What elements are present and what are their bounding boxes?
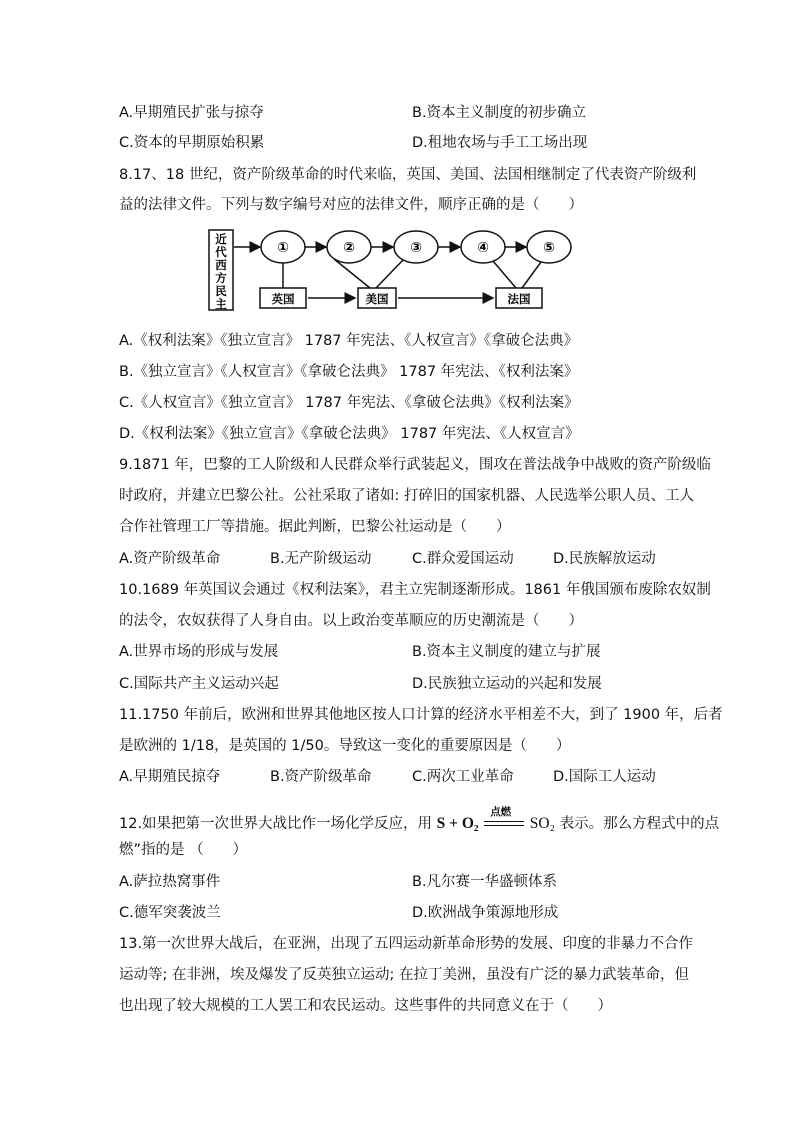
q12-option-a: A.萨拉热窝事件 — [119, 874, 221, 890]
q9-stem-line3: 合作社管理工厂等措施。据此判断，巴黎公社运动是（ ） — [119, 519, 511, 535]
node-4-label: ④ — [477, 240, 489, 256]
side-label-char-2: 代 — [215, 245, 227, 259]
q7-option-b: B.资本主义制度的初步确立 — [412, 105, 587, 121]
q13-stem-line2: 运动等; 在非洲，埃及爆发了反英独立运动; 在拉丁美洲，虽没有广泛的暴力武装革命，但 — [119, 967, 689, 983]
q10-option-c: C.国际共产主义运动兴起 — [119, 676, 279, 692]
side-label-char-4: 方 — [215, 271, 227, 285]
q12-stem-line2: 燃”指的是 （ ） — [119, 842, 248, 858]
q8-stem-line2: 益的法律文件。下列与数字编号对应的法律文件，顺序正确的是（ ） — [119, 197, 583, 213]
q11-option-c: C.两次工业革命 — [412, 769, 514, 785]
q13-stem-line1: 13.第一次世界大战后，在亚洲，出现了五四运动新革命形势的发展、印度的非暴力不合作 — [119, 936, 694, 952]
q10-option-d: D.民族独立运动的兴起和发展 — [412, 676, 602, 692]
q7-option-a: A.早期殖民扩张与掠夺 — [119, 105, 264, 121]
q9-stem-line2: 时政府，并建立巴黎公社。公社采取了诸如: 打碎旧的国家机器、人民选举公职人员、工人 — [119, 488, 694, 504]
q10-stem-line2: 的法令，农奴获得了人身自由。以上政治变革顺应的历史潮流是（ ） — [119, 613, 583, 629]
q10-option-b: B.资本主义制度的建立与扩展 — [412, 644, 601, 660]
q9-stem-line1: 9.1871 年，巴黎的工人阶级和人民群众举行武装起义，围攻在普法战争中战败的资产阶级临 — [119, 457, 711, 473]
q8-option-a: A.《权利法案》《独立宣言》 1787 年宪法、《人权宣言》《拿破仑法典》 — [119, 333, 579, 349]
q12-stem-line1 — [119, 806, 720, 834]
q11-option-d: D.国际工人运动 — [553, 769, 656, 785]
equation-condition: 点燃 — [490, 806, 512, 818]
q8-option-c: C.《人权宣言》《独立宣言》 1787 年宪法、《拿破仑法典》《权利法案》 — [119, 395, 579, 411]
q12-option-d: D.欧洲战争策源地形成 — [412, 905, 559, 921]
combustion-equation — [436, 806, 556, 834]
q9-option-c: C.群众爱国运动 — [412, 551, 514, 567]
q12-option-b: B.凡尔赛一华盛顿体系 — [412, 874, 558, 890]
q12-stem-prefix: 12.如果把第一次世界大战比作一场化学反应，用 — [119, 816, 433, 832]
side-label-char-1: 近 — [215, 232, 227, 246]
side-label-char-6: 主 — [215, 297, 227, 311]
democracy-flow-diagram — [208, 228, 588, 312]
q7-option-c: C.资本的早期原始积累 — [119, 135, 265, 151]
q11-option-b: B.资产阶级革命 — [270, 769, 372, 785]
side-label-char-5: 民 — [215, 284, 227, 298]
country-us-label: 美国 — [365, 292, 389, 306]
node-2-label: ② — [343, 240, 355, 256]
q11-option-a: A.早期殖民掠夺 — [119, 769, 221, 785]
q11-stem-line2: 是欧洲的 1/18，是英国的 1/50。导致这一变化的重要原因是（ ） — [119, 738, 571, 754]
q12-option-c: C.德军突袭波兰 — [119, 905, 221, 921]
q8-diagram — [208, 228, 588, 312]
q8-stem-line1: 8.17、18 世纪，资产阶级革命的时代来临，英国、美国、法国相继制定了代表资产阶级利 — [119, 167, 697, 183]
q13-stem-line3: 也出现了较大规模的工人罢工和农民运动。这些事件的共同意义在于（ ） — [119, 998, 612, 1014]
q8-option-b: B.《独立宣言》《人权宣言》《拿破仑法典》 1787 年宪法、《权利法案》 — [119, 364, 579, 380]
side-label-char-3: 西 — [215, 258, 227, 272]
q9-option-d: D.民族解放运动 — [553, 551, 656, 567]
equation-right: SO₂ — [529, 815, 556, 832]
country-uk-label: 英国 — [271, 292, 295, 306]
q11-stem-line1: 11.1750 年前后，欧洲和世界其他地区按人口计算的经济水平相差不大，到了 1900 年，后者 — [119, 707, 723, 723]
q12-stem-suffix: 表示。那么方程式中的点 — [559, 816, 720, 832]
q7-option-d: D.租地农场与手工工场出现 — [412, 135, 588, 151]
node-3-label: ③ — [410, 240, 422, 256]
node-1-label: ① — [277, 240, 289, 256]
q9-option-b: B.无产阶级运动 — [270, 551, 372, 567]
node-5-label: ⑤ — [543, 240, 555, 256]
q10-option-a: A.世界市场的形成与发展 — [119, 644, 279, 660]
country-fr-label: 法国 — [507, 292, 531, 306]
equation-arrow — [484, 806, 524, 831]
q10-stem-line1: 10.1689 年英国议会通过《权利法案》，君主立宪制逐渐形成。1861 年俄国颁布废除农奴制 — [119, 582, 711, 598]
equation-left: S + O₂ — [436, 815, 479, 832]
q8-option-d: D.《权利法案》《独立宣言》《拿破仑法典》 1787 年宪法、《人权宣言》 — [119, 426, 580, 442]
q9-option-a: A.资产阶级革命 — [119, 551, 221, 567]
